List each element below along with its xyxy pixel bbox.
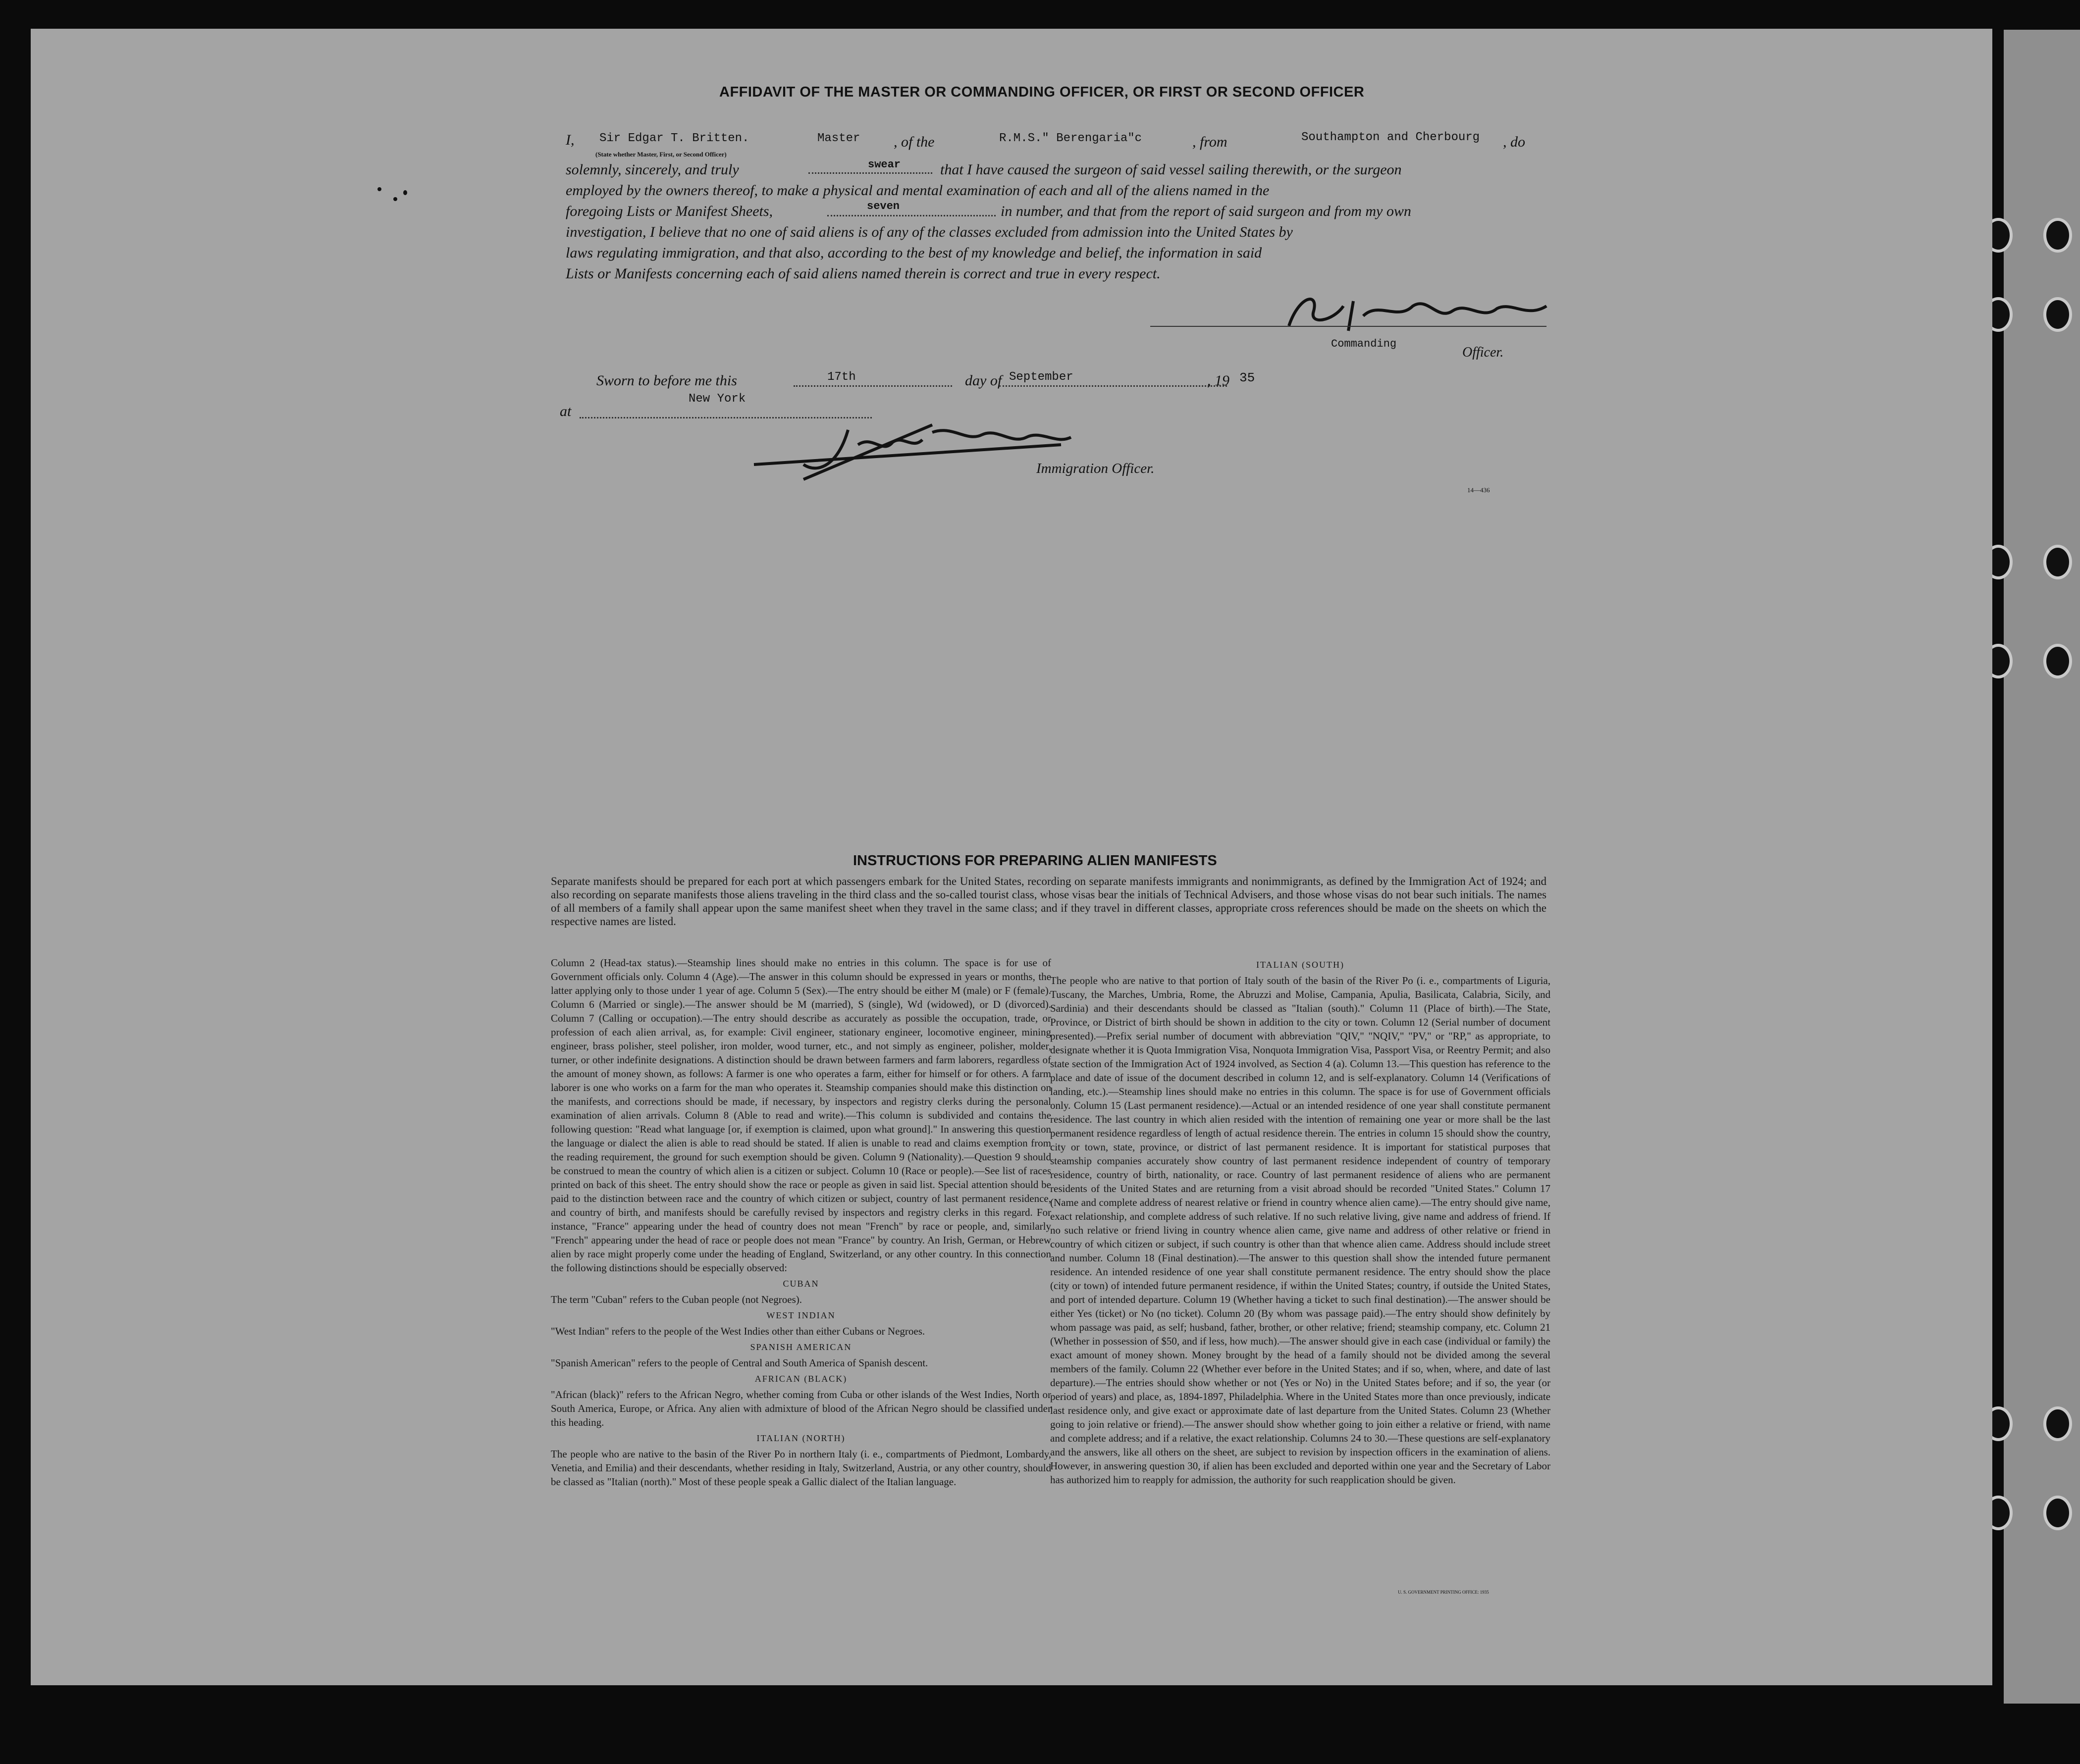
- cuban-heading: CUBAN: [783, 1279, 819, 1289]
- immigration-officer-label: Immigration Officer.: [1036, 461, 1155, 476]
- affidavit-title: AFFIDAVIT OF THE MASTER OR COMMANDING OFFICER, OR FIRST OR SECOND OFFICER: [719, 84, 1365, 100]
- manifest-page: [31, 29, 1992, 1685]
- affidavit-line5: investigation, I believe that no one of said aliens is of any of the classes excluded from admission into the United States by: [566, 224, 1293, 240]
- count-line: [827, 215, 996, 216]
- binder-strip: [2004, 30, 2080, 1704]
- affidavit-line6: laws regulating immigration, and that also, according to the best of my knowledge and belief, the information in said: [566, 245, 1262, 261]
- ports: Southampton and Cherbourg: [1301, 131, 1480, 144]
- oath-word: swear: [868, 158, 901, 171]
- sworn-year: 35: [1239, 370, 1255, 385]
- officer-title: Commanding: [1331, 338, 1397, 350]
- do-label: , do: [1503, 134, 1525, 150]
- of-the-label: , of the: [894, 134, 935, 150]
- stray-mark: [403, 190, 407, 195]
- rank-note: (State whether Master, First, or Second Officer): [595, 151, 727, 158]
- affidavit-line7: Lists or Manifests concerning each of said aliens named therein is correct and true in every respect.: [566, 265, 1161, 282]
- stray-mark: [393, 197, 397, 201]
- year-prefix: , 19: [1207, 372, 1229, 389]
- stray-mark: [377, 187, 381, 191]
- sworn-month: September: [1009, 370, 1073, 384]
- officer-rank: Master: [817, 132, 860, 145]
- commanding-officer-signature: [1279, 286, 1576, 341]
- affidavit-line2a: solemnly, sincerely, and truly: [566, 161, 739, 178]
- immigration-officer-signature: [744, 415, 1101, 489]
- instructions-title: INSTRUCTIONS FOR PREPARING ALIEN MANIFESTS: [853, 853, 1217, 869]
- affidavit-line2b: that I have caused the surgeon of said vessel sailing therewith, or the surgeon: [940, 161, 1402, 178]
- west-indian-heading: WEST INDIAN: [766, 1310, 836, 1320]
- affidavit-line4b: in number, and that from the report of said surgeon and from my own: [1001, 203, 1411, 219]
- affidavit-line4a: foregoing Lists or Manifest Sheets,: [566, 203, 773, 219]
- binder-hole: [2043, 1406, 2072, 1441]
- master-name: Sir Edgar T. Britten.: [599, 132, 749, 145]
- binder-hole: [2043, 218, 2072, 253]
- day-of-label: day of: [965, 372, 1002, 389]
- binder-hole: [2043, 1496, 2072, 1530]
- sheet-count: seven: [867, 200, 900, 212]
- officer-label: Officer.: [1462, 345, 1504, 360]
- right-column-text: The people who are native to that portion of Italy south of the basin of the River Po (i. e., compartments of Liguria, Tuscany, the Marches, Umbria, Rome, the Abruzzi and Molise, Campania, Apulia, Basilicata, Calabria, Sicily, and Sardinia) and their descendants should be classed as "Italian (south)." Column 11 (Place of birth).—The State, Province, or District of birth should be shown in addition to the city or town. Column 12 (Serial number of document presented).—Prefix serial number of document with abbreviation "QIV," "NQIV," "PV," or "RP," as appropriate, to designate whether it is Quota Immigration Visa, Nonquota Immigration Visa, Passport Visa, or Reentry Permit; and also state section of the Immigration Act of 1924 involved, as Section 4 (a). Column 13.—This question has reference to the place and date of issue of the document described in column 12, and is self-explanatory. Column 14 (Verifications of landing, etc.).—Steamship lines should make no entries in this column. The space is for use of Government officials only. Column 15 (Last permanent residence).—Actual or an intended residence of one year shall constitute permanent residence. The last country in which alien resided with the intention of remaining one year or more shall be the last permanent residence regardless of length of actual residence therein. The entries in column 15 should show the country, city or town, state, province, or district of last permanent residence. It is important for statistical purposes that steamship companies accurately show country of last permanent residence independent of country of temporary residence, country of birth, nationality, or race. Country of last permanent residence of aliens who are permanent residents of the United States and are returning from a visit abroad should be recorded "United States." Column 17 (Name and complete address of nearest relative or friend in country whence alien came).—The entry should give name, exact relationship, and complete address of such relative. If no such relative living, give name and address of friend. If no such relative or friend living in country whence alien came, give name and address of other relative or friend in country of which citizen or subject, if such country is other than that whence alien came. Address should include street and number. Column 18 (Final destination).—The answer to this question shall show the intended future permanent residence. An intended residence of one year shall constitute permanent residence. The entry should show the place (city or town) of intended future permanent residence, if within the United States; country, if outside the United States, and port of intended departure. Column 19 (Whether having a ticket to such final destination).—The answer should be either Yes (ticket) or No (no ticket). Column 20 (By whom was passage paid).—The entry should show definitely by whom passage was paid, as self; husband, father, brother, or other relative; friend; steamship company, etc. Column 21 (Whether in possession of $50, and if less, how much).—The answer should give in each case (individual or family) the exact amount of money shown. Money brought by the head of a family should not be divided among the several members of the family. Column 22 (Whether ever before in the United States; and if so, when, where, and date of last departure).—The entries should show whether or not (Yes or No) in the United States before; and if so, the year (or period of years) and place, as, 1894-1897, Philadelphia. Where in the United States more than once previously, indicate last residence only, and give exact or approximate date of last departure from the United States. Column 23 (Whether going to join relative or friend).—The answer should show whether going to join either a relative or friend, with name and complete address; and if a relative, the exact relationship. Columns 24 to 30.—These questions are self-explanatory and the answers, like all others on the sheet, are subject to revision by inspection officers in the examination of aliens. However, in answering question 30, if alien has been excluded and deported within one year and the Secretary of Labor has authorized him to reapply for admission, the authority for such reapplication should be given.: [1050, 975, 1550, 1486]
- at-label: at: [560, 403, 572, 419]
- instructions-intro: Separate manifests should be prepared for each port at which passengers embark for the United States, recording on separate manifests immigrants and nonimmigrants, as defined by the Immigration Act of 1924; and also recording on separate manifests those aliens traveling in the third class and the so-called tourist class, whose visas bear the initials of Technical Advisers, and those whose visas do not bear such initials. The names of all members of a family shall appear upon the same manifest sheet when they travel in the same class; and if they travel in different classes, appropriate cross references should be made on the sheets on which the respective names are listed.: [551, 875, 1547, 928]
- left-column-text: Column 2 (Head-tax status).—Steamship lines should make no entries in this column. The space is for use of Government officials only. Column 4 (Age).—The answer in this column should be expressed in years or months, the latter applying only to those under 1 year of age. Column 5 (Sex).—The entry should be either M (male) or F (female). Column 6 (Married or single).—The answer should be M (married), S (single), Wd (widowed), or D (divorced). Column 7 (Calling or occupation).—The entry should describe as accurately as possible the occupation, trade, or profession of each alien arrival, as, for example: Civil engineer, stationary engineer, locomotive engineer, mining engineer, brass polisher, steel polisher, iron molder, wood turner, etc., and not simply as engineer, polisher, molder, turner, or other indefinite designations. A distinction should be drawn between farmers and farm laborers, regardless of the amount of money shown, as follows: A farmer is one who operates a farm, either for himself or for others. A farm laborer is one who works on a farm for the man who operates it. Steamship companies should make this distinction on the manifests, and corrections should be made, if necessary, by inspectors and registry clerks during the personal examination of alien arrivals. Column 8 (Able to read and write).—This column is subdivided and contains the following question: "Read what language [or, if exemption is claimed, upon what ground]." In answering this question the language or dialect the alien is able to read should be stated. If alien is unable to read and claims exemption from the reading requirement, the ground for such exemption should be given. Column 9 (Nationality).—Question 9 should be construed to mean the country of which alien is a citizen or subject. Column 10 (Race or people).—See list of races printed on back of this sheet. The entry should show the race or people as given in said list. Special attention should be paid to the distinction between race and the country of which citizen or subject, country of last permanent residence, and country of birth, and manifests should be carefully revised by inspectors and registry clerks in this regard. For instance, "France" appearing under the head of country does not mean "French" by race or people, and, similarly "French" appearing under the head of race or people does not mean "France" by country. An Irish, German, or Hebrew alien by race might properly come under the heading of England, Switzerland, or any other country. In this connection the following distinctions should be especially observed:: [551, 957, 1051, 1274]
- italian-north-heading: ITALIAN (NORTH): [756, 1433, 846, 1443]
- binder-hole: [2043, 644, 2072, 678]
- vessel-name: R.M.S." Berengaria"c: [999, 132, 1142, 145]
- african-heading: AFRICAN (BLACK): [754, 1374, 848, 1384]
- printer-imprint: U. S. GOVERNMENT PRINTING OFFICE: 1935: [1398, 1590, 1489, 1595]
- month-line: [999, 385, 1227, 387]
- italian-north-text: The people who are native to the basin of the River Po in northern Italy (i. e., compartments of Piedmont, Lombardy, Venetia, and Emilia) and their descendants, whether residing in Italy, Switzerland, Austria, or any other country, should be classed as "Italian (north)." Most of these people speak a Gallic dialect of the Italian language.: [551, 1448, 1051, 1488]
- spanish-american-text: "Spanish American" refers to the people of Central and South America of Spanish descent.: [551, 1357, 928, 1369]
- form-number: 14—436: [1467, 486, 1490, 494]
- african-text: "African (black)" refers to the African Negro, whether coming from Cuba or other islands of the West Indies, North or South America, Europe, or Africa. Any alien with admixture of blood of the African Negro should be classified under this heading.: [551, 1389, 1051, 1428]
- binder-hole: [2043, 297, 2072, 332]
- sworn-label: Sworn to before me this: [596, 372, 737, 389]
- day-line: [794, 385, 952, 387]
- west-indian-text: "West Indian" refers to the people of the West Indies other than either Cubans or Negroes.: [551, 1325, 925, 1337]
- italian-south-heading: ITALIAN (SOUTH): [1256, 960, 1345, 970]
- affidavit-i: I,: [566, 132, 575, 148]
- from-label: , from: [1192, 134, 1227, 150]
- sworn-day: 17th: [827, 370, 856, 384]
- cuban-text: The term "Cuban" refers to the Cuban people (not Negroes).: [551, 1294, 802, 1305]
- instructions-left-column: [551, 956, 1051, 1489]
- binder-hole: [2043, 545, 2072, 579]
- officer-signature-line: [1150, 326, 1547, 327]
- affidavit-line3: employed by the owners thereof, to make a physical and mental examination of each and all of the aliens named in the: [566, 182, 1270, 199]
- instructions-right-column: [1050, 956, 1550, 1487]
- sworn-place: New York: [689, 392, 746, 406]
- oath-line: [808, 172, 932, 174]
- spanish-american-heading: SPANISH AMERICAN: [750, 1342, 852, 1352]
